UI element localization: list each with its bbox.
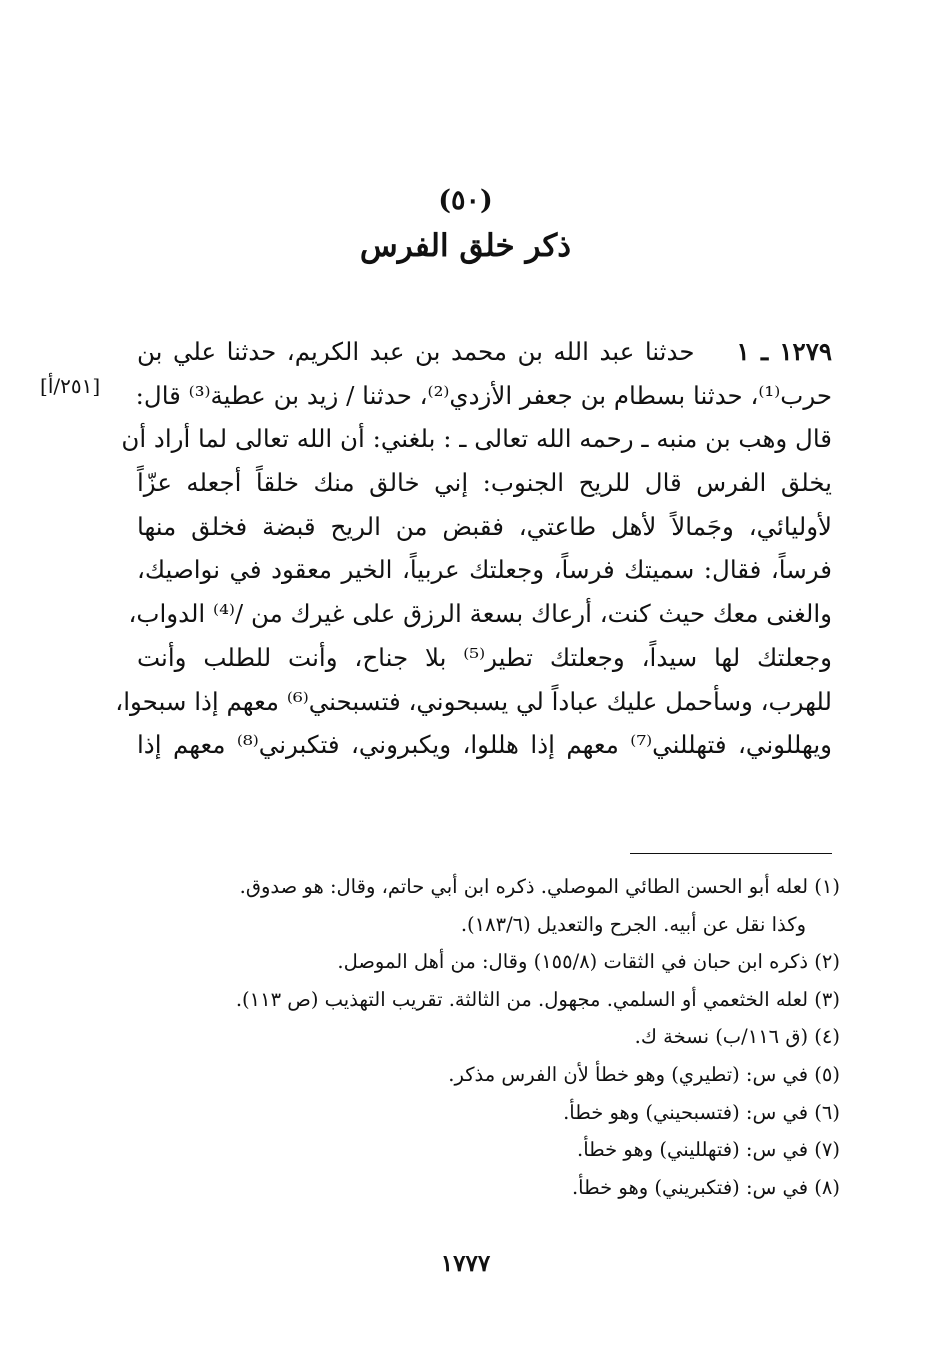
footnote-text: ذكره ابن حبان في الثقات (١٥٥/٨) وقال: من أهل الموصل. — [337, 950, 809, 974]
footnote — [137, 1018, 840, 1056]
body-line: قال وهب بن منبه ـ رحمه الله تعالى ـ : بلغني: أن الله تعالى لما أراد أن — [121, 424, 832, 454]
footnote — [137, 1056, 840, 1094]
body-line: فرساً، فقال: سميتك فرساً، وجعلتك عربياً، الخير معقود في نواصيك، — [137, 555, 832, 585]
chapter-title: ذكر خلق الفرس — [359, 228, 572, 264]
body-line — [137, 330, 832, 374]
footnote-marker: (٤) — [814, 1025, 840, 1049]
footnote-text: لعله أبو الحسن الطائي الموصلي. ذكره ابن أبي حاتم، وقال: هو صدوق. — [239, 875, 809, 898]
hadith-body — [115, 330, 833, 767]
body-line: والغنى معك حيث كنت، أرعاك بسعة الرزق على غيرك من /⁽⁴⁾ الدواب، — [128, 599, 832, 629]
footnote — [137, 1169, 840, 1207]
chapter-number: (٥٠) — [438, 185, 493, 216]
footnote — [137, 1094, 840, 1132]
footnote-marker: (٧) — [814, 1138, 840, 1162]
footnote-divider — [630, 853, 832, 854]
footnote-text: في س: (فتهلليني) وهو خطأ. — [577, 1138, 809, 1162]
footnote-marker: (٥) — [814, 1062, 840, 1086]
footnote-text: في س: (فتكبريني) وهو خطأ. — [571, 1175, 809, 1199]
footnote-continuation: وكذا نقل عن أبيه. الجرح والتعديل (١٨٣/٦). — [460, 912, 806, 936]
footnote-marker: (٢) — [814, 950, 840, 974]
footnote-text: في س: (فتسبحيني) وهو خطأ. — [563, 1100, 809, 1124]
footnote-marker: (٦) — [814, 1100, 840, 1124]
footnote-marker: (٣) — [814, 987, 840, 1011]
body-line: يخلق الفرس قال للريح الجنوب: إني خالق منك خلقاً أجعله عزّاً — [137, 468, 832, 498]
hadith-number: ١٢٧٩ ـ ١ — [736, 337, 833, 366]
footnote-text: لعله الخثعمي أو السلمي. مجهول. من الثالثة. تقريب التهذيب (ص ١١٣). — [235, 987, 809, 1011]
footnote-text: في س: (تطيري) وهو خطأ لأن الفرس مذكر. — [448, 1062, 809, 1086]
margin-folio-note: [٢٥١/أ] — [40, 374, 101, 398]
footnote-marker: (١) — [814, 875, 840, 898]
body-line: للهرب، وسأحمل عليك عباداً لي يسبحوني، فتسبحني⁽⁶⁾ معهم إذا سبحوا، — [115, 686, 832, 716]
footnotes — [137, 868, 840, 1206]
body-line: وجعلتك لها سيداً، وجعلتك تطير⁽⁵⁾ بلا جناح، وأنت للطلب وأنت — [137, 642, 832, 672]
footnote-text: (ق ١١٦/ب) نسخة ك. — [634, 1025, 809, 1049]
body-line: حرب⁽¹⁾، حدثنا بسطام بن جعفر الأزدي⁽²⁾، حدثنا / زيد بن عطية⁽³⁾ قال: — [135, 380, 832, 410]
footnote-marker: (٨) — [814, 1175, 840, 1199]
body-line-text: حدثنا عبد الله بن محمد بن عبد الكريم، حدثنا علي بن — [137, 337, 695, 366]
footnote — [137, 868, 840, 906]
body-line: لأوليائي، وجَمالاً لأهل طاعتي، فقبض من الريح قبضة فخلق منها — [137, 511, 832, 541]
footnote — [137, 943, 840, 981]
page-number: ١٧٧٧ — [440, 1250, 491, 1277]
body-line: ويهللوني، فتهللني⁽⁷⁾ معهم إذا هللوا، ويكبروني، فتكبرني⁽⁸⁾ معهم إذا — [137, 730, 832, 760]
footnote — [137, 981, 840, 1019]
footnote — [137, 1131, 840, 1169]
